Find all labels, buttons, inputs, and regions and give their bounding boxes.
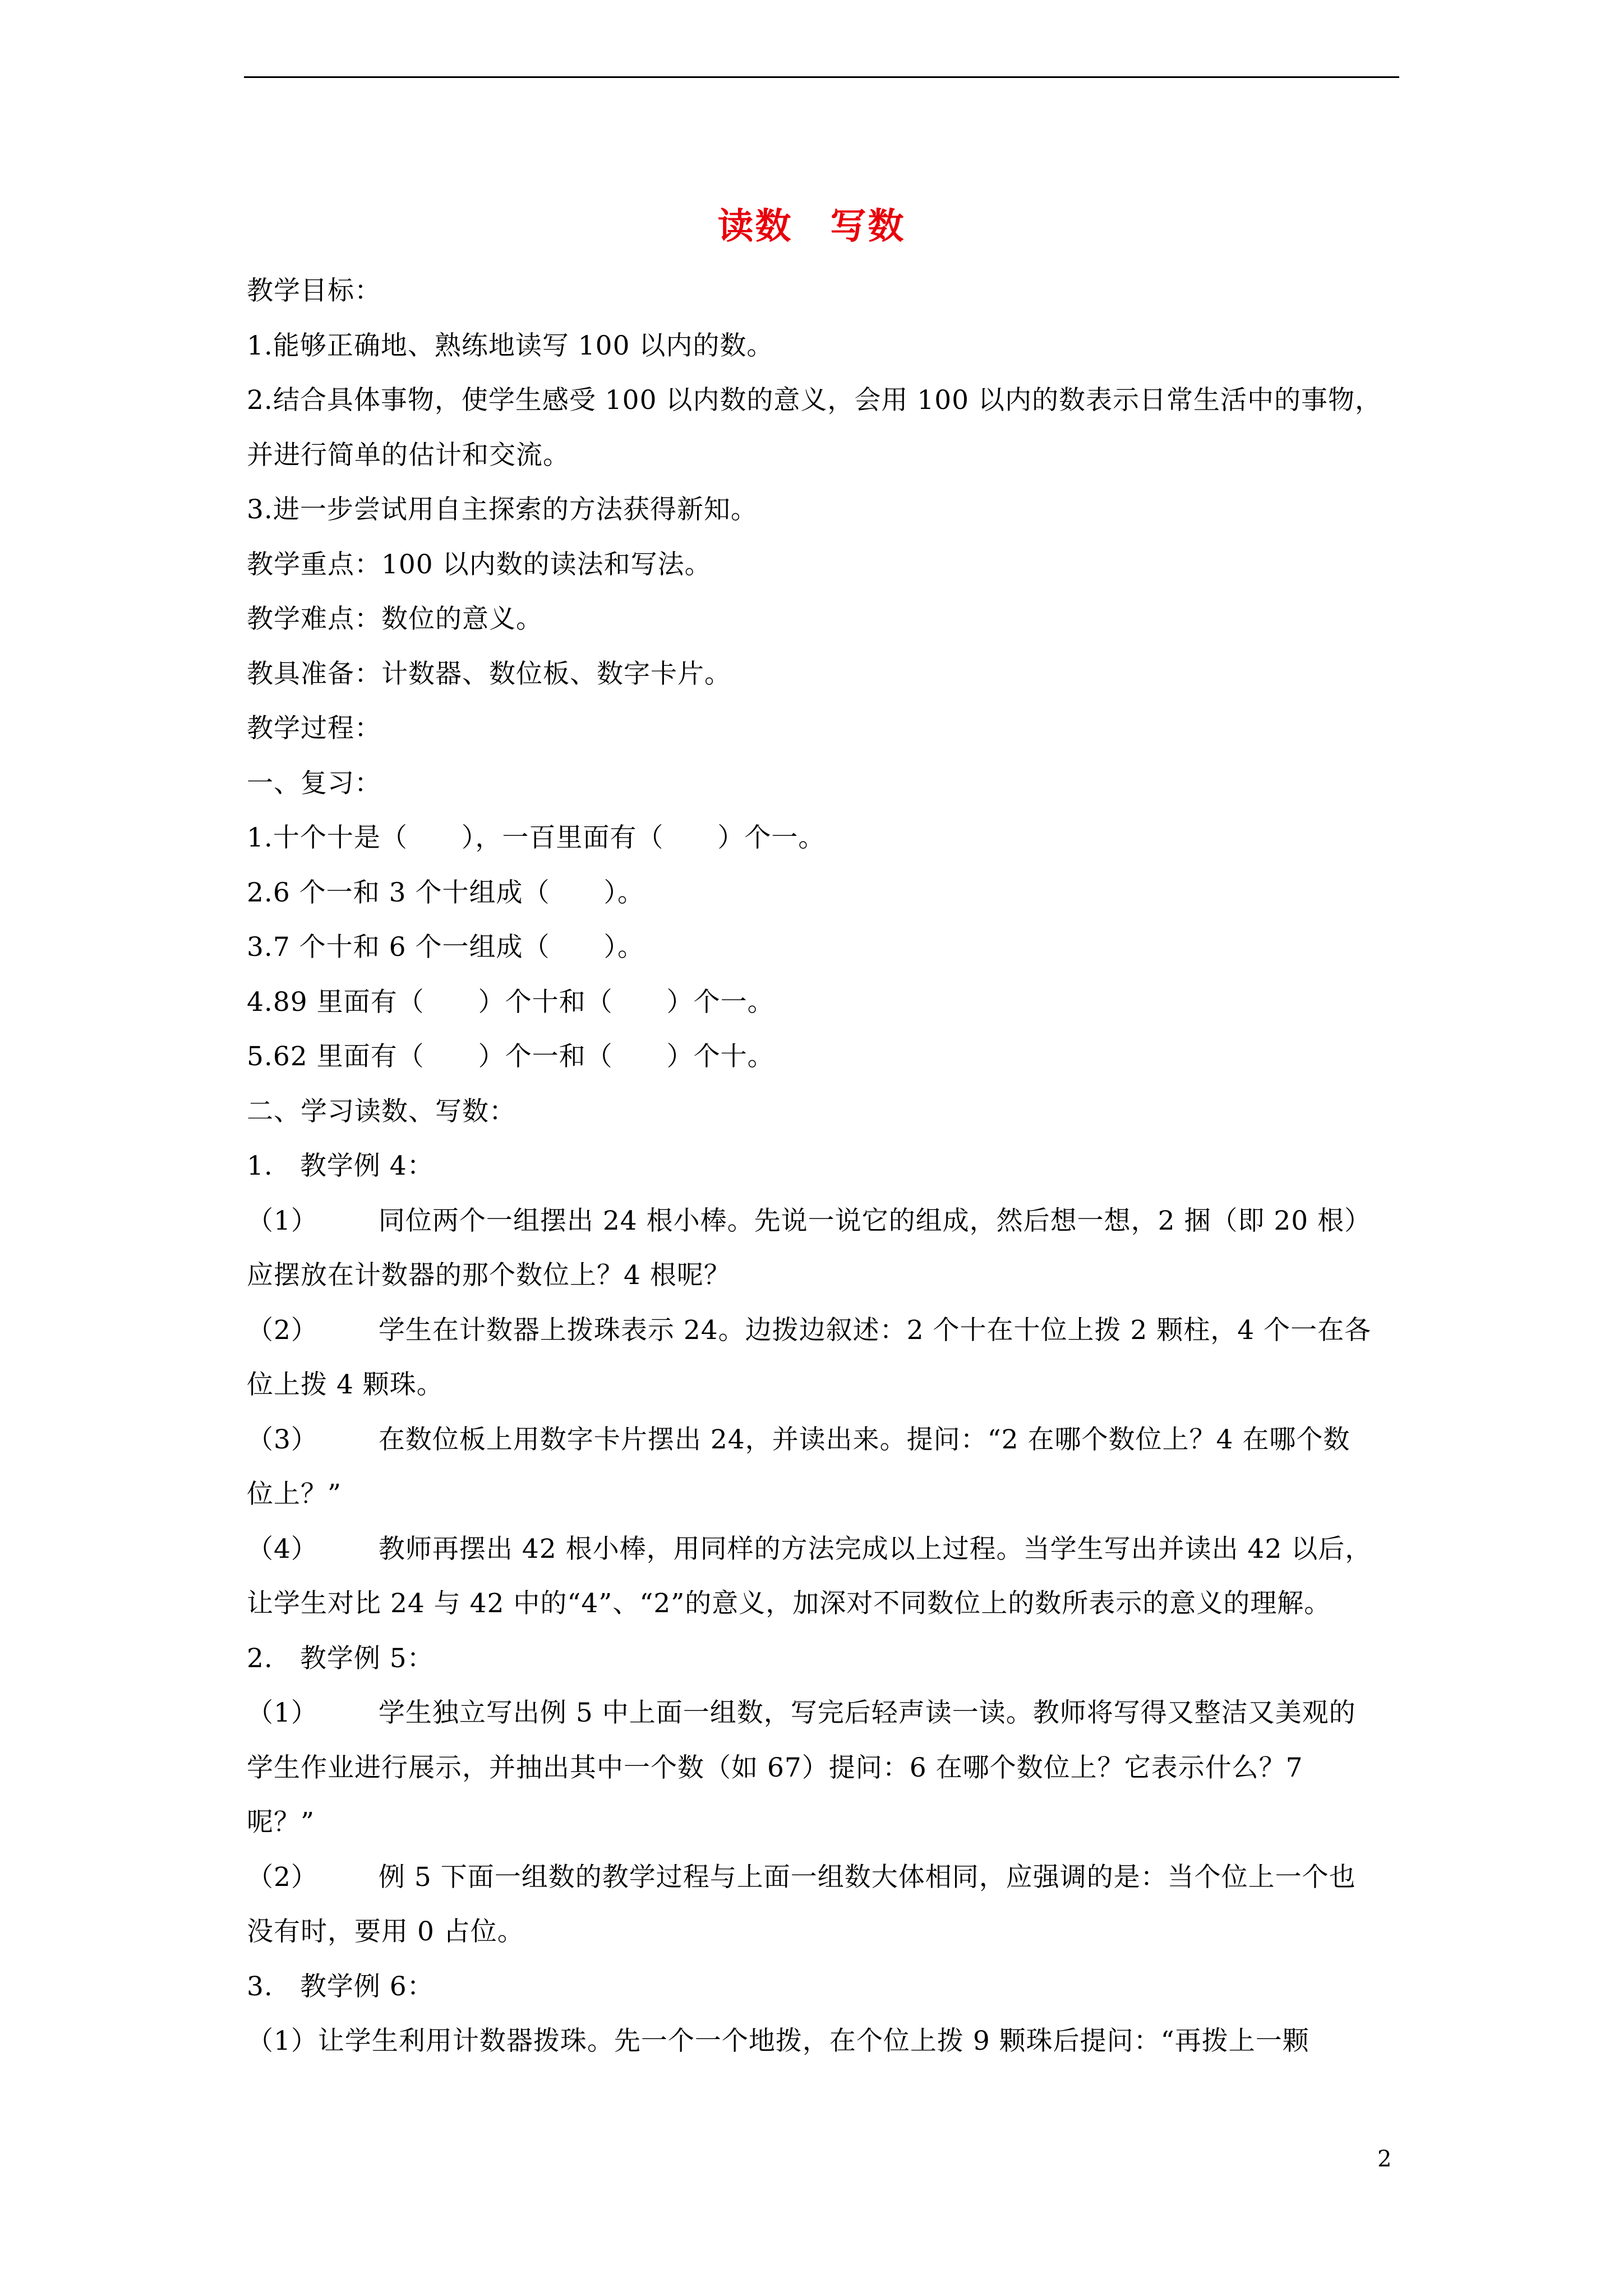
line-text: 一、复习：: [247, 767, 381, 799]
line-text: 教具准备：计数器、数位板、数字卡片。: [247, 658, 731, 689]
document-body: [247, 264, 1396, 2069]
page-number: 2: [1377, 2146, 1392, 2172]
text-line-ex4-4a: [247, 1522, 1396, 1577]
text-line-review-2: [247, 866, 1396, 921]
line-text: 2. 教学例 5：: [247, 1642, 434, 1674]
text-line-review-heading: [247, 756, 1396, 811]
line-text: 1.十个十是（ ），一百里面有（ ）个一。: [247, 822, 826, 853]
line-text: 让学生对比 24 与 42 中的“4”、“2”的意义，加深对不同数位上的数所表示的意义的理解。: [247, 1588, 1331, 1619]
line-text: 1. 教学例 4：: [247, 1151, 434, 1181]
text-line-objectives-heading: [247, 264, 1396, 319]
text-line-review-1: [247, 811, 1396, 866]
line-text: 二、学习读数、写数：: [247, 1096, 516, 1127]
line-text: 应摆放在计数器的那个数位上？4 根呢？: [247, 1260, 731, 1291]
line-text: 并进行简单的估计和交流。: [247, 439, 570, 471]
text-line-key-point: [247, 537, 1396, 592]
line-text: 2.结合具体事物，使学生感受 100 以内数的意义，会用 100 以内的数表示日常生活中的事物，: [247, 385, 1382, 416]
line-text: 3.7 个十和 6 个一组成（ ）。: [247, 932, 644, 963]
text-line-difficulty: [247, 592, 1396, 647]
text-line-learn-heading: [247, 1084, 1396, 1139]
line-text: 没有时，要用 0 占位。: [247, 1916, 524, 1947]
line-text: （1）让学生利用计数器拨珠。先一个一个地拨，在个位上拨 9 颗珠后提问：“再拨上一颗: [247, 2026, 1310, 2056]
text-line-review-5: [247, 1029, 1396, 1084]
text-line-ex4-1b: [247, 1248, 1396, 1303]
text-line-ex5-1a: [247, 1686, 1396, 1741]
text-line-objective-3: [247, 482, 1396, 537]
text-line-process-heading: [247, 701, 1396, 756]
item-label: （1）: [247, 1205, 318, 1236]
item-label: （2）: [247, 1861, 318, 1893]
text-line-ex4-3a: [247, 1412, 1396, 1467]
line-text: 呢？”: [247, 1807, 315, 1838]
line-text: 教学重点：100 以内数的读法和写法。: [247, 549, 712, 580]
text-line-ex4-2b: [247, 1358, 1396, 1412]
line-text: 教师再摆出 42 根小棒，用同样的方法完成以上过程。当学生写出并读出 42 以后，: [378, 1533, 1372, 1565]
text-line-materials: [247, 647, 1396, 702]
line-text: 在数位板上用数字卡片摆出 24，并读出来。提问：“2 在哪个数位上？4 在哪个数: [378, 1424, 1350, 1455]
line-text: 位上？”: [247, 1479, 342, 1510]
line-text: 3.进一步尝试用自主探索的方法获得新知。: [247, 494, 758, 525]
line-text: 5.62 里面有（ ）个一和（ ）个十。: [247, 1041, 774, 1072]
text-line-objective-1: [247, 319, 1396, 374]
text-line-ex5-1b: [247, 1741, 1396, 1796]
document-title: 读数 写数: [717, 206, 906, 247]
line-text: 同位两个一组摆出 24 根小棒。先说一说它的组成，然后想一想，2 捆（即 20 根）: [378, 1205, 1372, 1236]
text-line-ex4-4b: [247, 1576, 1396, 1631]
text-line-ex4-2a: [247, 1303, 1396, 1358]
line-text: 学生独立写出例 5 中上面一组数，写完后轻声读一读。教师将写得又整洁又美观的: [378, 1697, 1356, 1728]
line-text: 学生在计数器上拨珠表示 24。边拨边叙述：2 个十在十位上拨 2 颗柱，4 个一在各: [378, 1314, 1372, 1346]
line-text: 2.6 个一和 3 个十组成（ ）。: [247, 877, 644, 908]
item-label: （2）: [247, 1314, 318, 1346]
text-line-objective-2a: [247, 373, 1396, 428]
text-line-objective-2b: [247, 428, 1396, 483]
text-line-review-3: [247, 920, 1396, 975]
item-label: （4）: [247, 1533, 318, 1565]
line-text: 4.89 里面有（ ）个十和（ ）个一。: [247, 986, 774, 1018]
text-line-ex6-1a: [247, 2014, 1396, 2069]
line-text: 教学过程：: [247, 713, 381, 744]
item-label: （1）: [247, 1697, 318, 1728]
text-line-ex5-2a: [247, 1850, 1396, 1905]
line-text: 3. 教学例 6：: [247, 1971, 434, 2002]
line-text: 教学难点：数位的意义。: [247, 604, 543, 634]
line-text: 位上拨 4 颗珠。: [247, 1369, 444, 1400]
text-line-ex5-2b: [247, 1904, 1396, 1959]
text-line-example-4-heading: [247, 1139, 1396, 1194]
text-line-example-6-heading: [247, 1959, 1396, 2014]
line-text: 教学目标：: [247, 275, 381, 306]
text-line-ex4-1a: [247, 1194, 1396, 1249]
text-line-review-4: [247, 975, 1396, 1030]
text-line-example-5-heading: [247, 1631, 1396, 1686]
line-text: 1.能够正确地、熟练地读写 100 以内的数。: [247, 330, 774, 361]
header-rule: [244, 76, 1399, 78]
text-line-ex5-1c: [247, 1795, 1396, 1850]
line-text: 例 5 下面一组数的教学过程与上面一组数大体相同，应强调的是：当个位上一个也: [378, 1861, 1356, 1893]
item-label: （3）: [247, 1424, 318, 1455]
text-line-ex4-3b: [247, 1467, 1396, 1522]
line-text: 学生作业进行展示，并抽出其中一个数（如 67）提问：6 在哪个数位上？它表示什么？7: [247, 1752, 1303, 1783]
